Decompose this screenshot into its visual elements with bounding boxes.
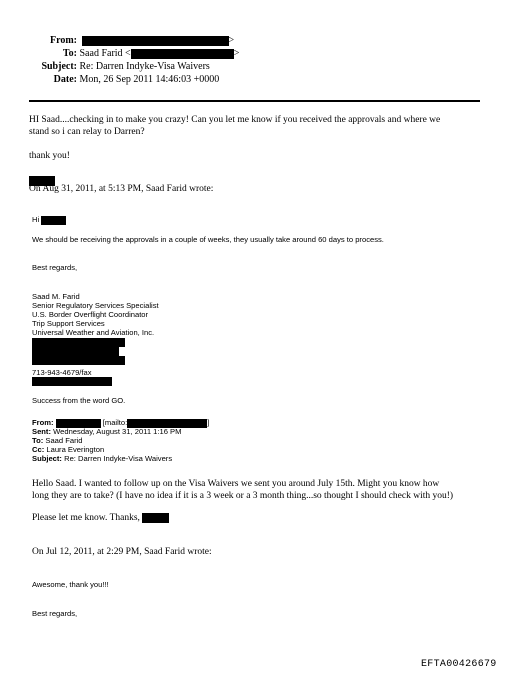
quote2-mailto-open: [mailto:	[102, 418, 128, 427]
signature-dept: Trip Support Services	[32, 319, 105, 328]
date-label: Date:	[53, 74, 77, 85]
quote2-subject-label: Subject:	[32, 454, 62, 463]
message1-line1: HI Saad....checking in to make you crazy! Can you let me know if you received the approvals and where we	[29, 115, 441, 125]
quote2-line1: Hello Saad. I wanted to follow up on the Visa Waivers we sent you around July 15th. Might you know how	[32, 479, 440, 489]
quote1-body: We should be receiving the approvals in a couple of weeks, they usually take around 60 days to process.	[32, 235, 384, 244]
date-value: Mon, 26 Sep 2011 14:46:03 +0000	[79, 74, 220, 85]
subject-value: Re: Darren Indyke-Visa Waivers	[79, 61, 210, 72]
redaction-box	[142, 513, 169, 523]
signature-title: Senior Regulatory Services Specialist	[32, 301, 159, 310]
message1-line2: stand so i can relay to Darren?	[29, 127, 145, 137]
signature-fax: 713-943-4679/fax	[32, 368, 92, 377]
quote3-attribution: On Jul 12, 2011, at 2:29 PM, Saad Farid wrote:	[32, 547, 212, 557]
quote2-cc-row	[32, 445, 104, 454]
quote2-line2: long they are to take? (I have no idea if it is a 3 week or a 3 month thing...so thought I should check with you!)	[32, 491, 454, 501]
redaction-box	[32, 338, 125, 347]
redaction-box	[32, 377, 112, 386]
redaction-box	[131, 49, 234, 59]
redaction-box	[82, 36, 229, 46]
quote2-cc-label: Cc:	[32, 445, 45, 454]
quote1-attribution: On Aug 31, 2011, at 5:13 PM, Saad Farid wrote:	[29, 184, 214, 194]
to-value: Saad Farid <	[79, 48, 131, 59]
quote3-regards: Best regards,	[32, 609, 78, 618]
header-date-row	[0, 73, 219, 86]
quote3-body: Awesome, thank you!!!	[32, 580, 109, 589]
quote2-sent-value: Wednesday, August 31, 2011 1:16 PM	[53, 427, 182, 436]
quote1-greeting-row	[32, 215, 66, 225]
signature-role: U.S. Border Overflight Coordinator	[32, 310, 149, 319]
quote2-sent-label: Sent:	[32, 427, 51, 436]
quote2-to-label: To:	[32, 436, 44, 445]
document-id: EFTA00426679	[421, 659, 497, 670]
header-subject-row	[0, 60, 210, 73]
quote1-regards: Best regards,	[32, 263, 78, 272]
quote2-subject-value: Re: Darren Indyke-Visa Waivers	[64, 454, 173, 463]
to-label: To:	[62, 48, 77, 59]
signature-company: Universal Weather and Aviation, Inc.	[32, 328, 155, 337]
quote1-greeting: Hi	[32, 215, 40, 224]
from-label: From:	[49, 35, 77, 46]
signature-tagline: Success from the word GO.	[32, 396, 126, 405]
quote2-to-value: Saad Farid	[45, 436, 83, 445]
subject-label: Subject:	[41, 61, 77, 72]
redaction-box	[32, 356, 125, 365]
to-suffix: >	[233, 48, 240, 59]
quote2-cc-value: Laura Everington	[46, 445, 105, 454]
header-divider	[29, 100, 480, 102]
header-to-row	[0, 47, 239, 60]
redaction-box	[41, 216, 66, 225]
quote2-subject-row	[32, 454, 172, 463]
quote2-mailto-close: ]	[207, 418, 210, 427]
message1-thanks: thank you!	[29, 151, 70, 161]
quote2-to-row	[32, 436, 83, 445]
signature-name: Saad M. Farid	[32, 292, 80, 301]
header-from-row	[0, 34, 234, 47]
quote2-from-label: From:	[32, 418, 54, 427]
quote2-closing-row	[32, 512, 169, 524]
quote2-closing: Please let me know. Thanks,	[32, 513, 140, 523]
redaction-box	[32, 347, 119, 356]
quote2-sent-row	[32, 427, 181, 436]
from-suffix: >	[228, 35, 235, 46]
